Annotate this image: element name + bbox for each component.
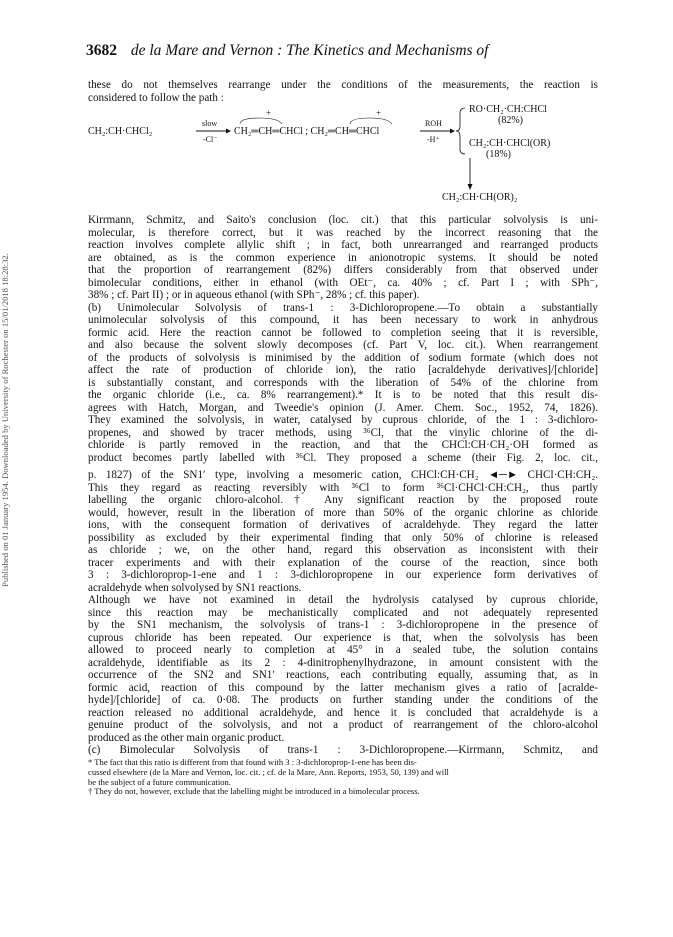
running-header [86,42,488,60]
intro-paragraph: these do not themselves rearrange under the conditions of the measurements, the reaction is considered to follow the path : [88,79,598,104]
product-rearranged: RO·CH₂·CH:CHCl [469,104,547,115]
running-title: de la Mare and Vernon : The Kinetics and Mechanisms of [130,42,489,59]
scheme-arrows [88,102,608,212]
final-product: CH₂:CH·CH(OR)₂ [442,192,518,203]
product-unrearranged-yield: (18%) [486,149,511,160]
roh-label: ROH [425,119,442,128]
charge-mark-1: + [266,108,272,118]
mesomeric-cation: CH₂═CH═CHCl ; CH₂═CH═CHCl [234,126,380,137]
paragraph-cuprous-chloride: Although we have not examined in detail the hydrolysis catalysed by cuprous chloride, since this reaction may be mechanistically complicated and not adequately represented by the SN1 mechanism, the solvolysis of trans-1 : 3-dichloropropene in the presence of cuprous chloride has been repeated. Our experience is that, when the solvolysis has been allowed to proceed nearly to completion at 45° in a sealed tube, the solution contains acraldehyde, identifiable as its 2 : 4-dinitrophenylhydrazone, in amount consistent with the occurrence of the SN2 and SN1′ reactions, each contributing equally, assuming that, as in formic acid, reaction of this compound by the latter mechanism gives a ratio of [acralde- hyde]/[chloride] of ca. 0·08. The products on further standing under the conditions of the reaction released no additional acraldehyde, and hence it is concluded that acraldehyde is a genuine product of the solvolysis, and not a product of rearrangement of the chloro-alcohol produced as the other main organic product. [88,594,598,744]
footnotes: * The fact that this ratio is different from that found with 3 : 3-dichloroprop-1-ene has been dis- cussed elsewhere (de la Mare and Vernon, loc. cit. ; cf. de la Mare, Ann. Reports, 1953, 50, 139) and will be the subject of a future communication. † They do not, however, exclude that the labelling might be introduced in a bimolecular process. [88,758,598,797]
footnote-dagger: † They do not, however, exclude that the labelling might be introduced in a bimolecular process. [88,786,420,797]
paragraph-kirrmann: Kirrmann, Schmitz, and Saito's conclusion (loc. cit.) that this particular solvolysis is uni- molecular, is therefore correct, but it was reached by the incorrect reasoning that the reaction involves complete allylic shift ; in fact, both unrearranged and rearranged products are obtained, as is the common experience in anionotropic systems. It should be noted that the proportion of rearrangement (82%) differs considerably from that observed under bimolecular conditions, either in ethanol (with OEt⁻, ca. 40% ; cf. Part I ; with SPh⁻, 38% ; cf. Part II) ; or in aqueous ethanol (with SPh⁻, 28% ; cf. this paper). [88,214,598,301]
chloride-loss-label: -Cl⁻ [203,135,218,144]
paragraph-bimolecular-solvolysis: (c) Bimolecular Solvolysis of trans-1 : 3-Dichloropropene.—Kirrmann, Schmitz, and [88,744,598,756]
footnote-asterisk: * The fact that this ratio is different from that found with 3 : 3-dichloroprop-1-ene has been dis- [88,757,417,767]
charge-mark-2: + [376,108,382,118]
reactant: CH₂:CH·CHCl₂ [88,126,153,137]
product-rearranged-yield: (82%) [498,115,523,126]
product-unrearranged: CH₂:CH·CHCl(OR) [469,138,551,149]
page-number: 3682 [86,42,117,59]
download-watermark: Published on 01 January 1954. Downloaded by University of Rochester on 15/01/2018 18:28:32. [0,253,10,587]
paragraph-unimolecular-solvolysis: (b) Unimolecular Solvolysis of trans-1 : 3-Dichloropropene.—To obtain a substantially unimolecular solvolysis of this compound, it has been necessary to work in anhydrous formic acid. Here the reaction cannot be followed to completion seeing that it is reversible, and also because the solvent slowly decomposes (cf. Part V, loc. cit.). When rearrangement of the products of solvolysis is minimised by the addition of sodium formate (which does not affect the rate of production of chloride ion), the ratio [acraldehyde derivatives]/[chloride] is substantially constant, and corresponds with the liberation of 54% of the chlorine from the organic chloride (i.e., ca. 8% rearrangement).* It is to be noted that this result dis- agrees with Hatch, Morgan, and Tweedie's opinion (J. Amer. Chem. Soc., 1952, 74, 1826). They examined the solvolysis, in water, catalysed by cuprous chloride, of the 1 : 3-dichloro- propenes, and showed by tracer methods, using ³⁶Cl, that the vinylic chlorine of the di- chloride is partly removed in the reaction, and that the CHCl:CH·CH₂·OH formed as product becomes partly labelled with ³⁶Cl. They proposed a scheme (their Fig. 2, loc. cit., p. 1827) of the SN1′ type, involving a mesomeric cation, CHCl:CH·CH₂ ◄─► CHCl·CH:CH₂. This they regard as reacting reversibly with ³⁶Cl to form ³⁶Cl·CHCl·CH:CH₂, thus partly labelling the organic chloro-alcohol.† Any significant reaction by the proposed route would, however, result in the liberation of more than 50% of the organic chlorine as chloride ions, with the consequent formation of derivatives of acraldehyde. They regard the latter possibility as excluded by their experimental finding that only 50% of chlorine is released as chloride ; we, on the other hand, regard this observation as inconsistent with their tracer experiments and with their explanation of the course of the reaction, since both 3 : 3-dichloroprop-1-ene and 1 : 3-dichloropropene in our experience form derivatives of acraldehyde when solvolysed by SN1 reactions. [88,301,598,594]
slow-label: slow [202,119,218,128]
reaction-scheme [88,102,608,212]
proton-loss-label: -H⁺ [427,135,440,144]
